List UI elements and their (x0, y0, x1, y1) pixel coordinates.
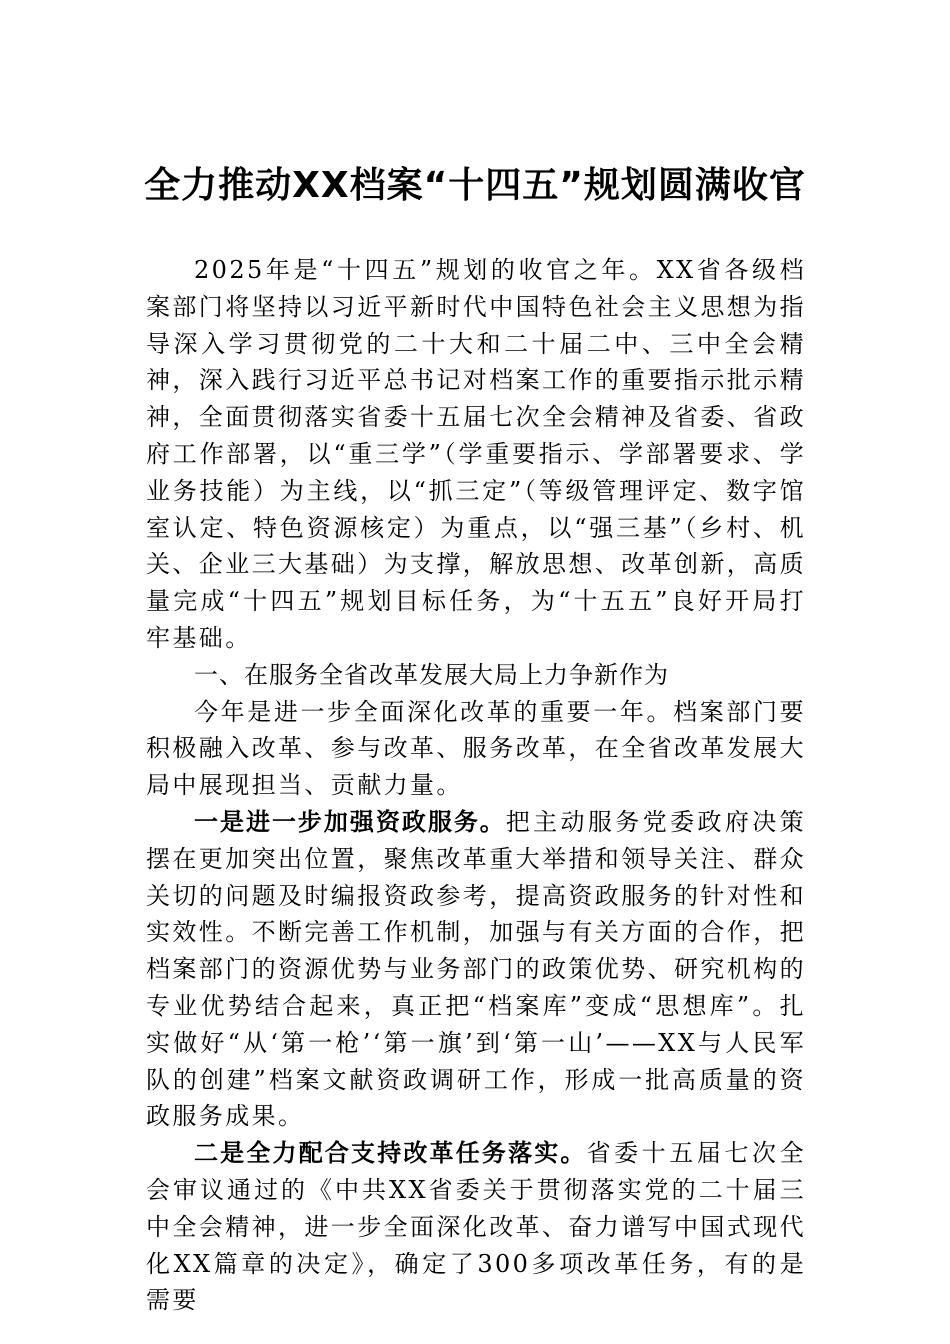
point-1-text: 把主动服务党委政府决策摆在更加突出位置，聚焦改革重大举措和领导关注、群众关切的问题及时编报资政参考，提高资政服务的针对性和实效性。不断完善工作机制，加强与有关方面的合作，把档案部门的资源优势与业务部门的政策优势、研究机构的专业优势结合起来，真正把“档案库”变成“思想库”。扎实做好“从‘第一枪’‘第一旗’到‘第一山’——XX与人民军队的创建”档案文献资政调研工作，形成一批高质量的资政服务成果。 (146, 807, 806, 1131)
point-2-text: 省委十五届七次全会审议通过的《中共XX省委关于贯彻落实党的二十届三中全会精神，进一步全面深化改革、奋力谱写中国式现代化XX篇章的决定》，确定了300多项改革任务，有的是需要 (146, 1139, 807, 1315)
point-2-lead: 二是全力配合支持改革任务落实。 (194, 1139, 587, 1168)
point-1-lead: 一是进一步加强资政服务。 (194, 807, 506, 836)
intro-paragraph: 2025年是“十四五”规划的收官之年。XX省各级档案部门将坚持以习近平新时代中国特色社会主义思想为指导深入学习贯彻党的二十大和二十届二中、三中全会精神，深入践行习近平总书记对档案工作的重要指示批示精神，全面贯彻落实省委十五届七次全会精神及省委、省政府工作部署，以“重三学”（学重要指示、学部署要求、学业务技能）为主线，以“抓三定”（等级管理评定、数字馆室认定、特色资源核定）为重点，以“强三基”（乡村、机关、企业三大基础）为支撑，解放思想、改革创新，高质量完成“十四五”规划目标任务，为“十五五”良好开局打牢基础。 (146, 256, 806, 652)
document-body (146, 252, 806, 1319)
section-1-intro-paragraph: 今年是进一步全面深化改革的重要一年。档案部门要积极融入改革、参与改革、服务改革，在全省改革发展大局中展现担当、贡献力量。 (146, 697, 806, 800)
point-1-paragraph (146, 804, 806, 1135)
section-heading-1: 一、在服务全省改革发展大局上力争新作为 (194, 660, 669, 689)
document-title: 全力推动XX档案“十四五”规划圆满收官 (144, 165, 806, 206)
point-2-paragraph (146, 1135, 806, 1319)
